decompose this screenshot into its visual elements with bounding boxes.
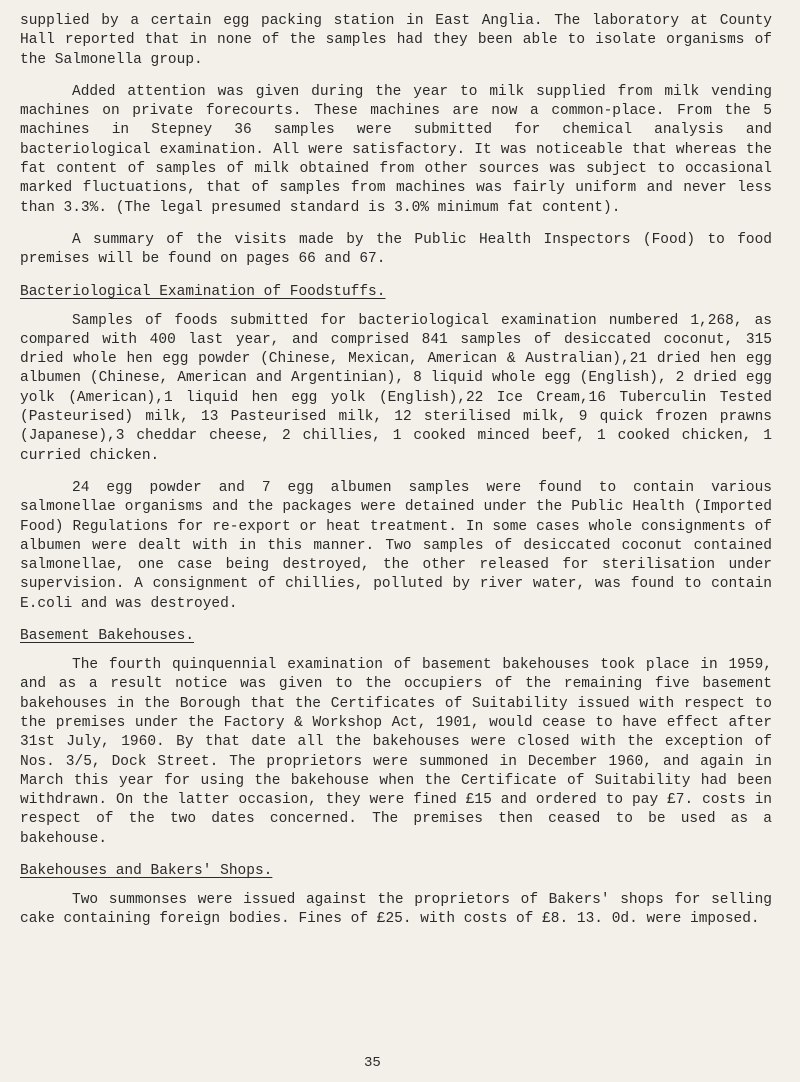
heading-basement-bakehouses: Basement Bakehouses. <box>20 628 195 645</box>
paragraph-inspector-visits: A summary of the visits made by the Public Health Inspectors (Food) to food premises will be found on pages 66 and 67. <box>20 231 772 268</box>
paragraph-summonses: Two summonses were issued against the proprietors of Bakers' shops for selling cake containing foreign bodies. Fines of £25. with costs of £8. 13. 0d. were imposed. <box>20 891 772 928</box>
page-number: 35 <box>364 1055 381 1071</box>
paragraph-milk-vending: Added attention was given during the year to milk supplied from milk vending machines on private forecourts. These machines are now a common-place. From the 5 machines in Stepney 36 samples were submitted for chemical analysis and bacteriological examination. All were satisfactory. It was noticeable that whereas the fat content of samples of milk obtained from other sources was subject to occasional marked fluctuations, that of samples from machines was fairly uniform and never less than 3.3%. (The legal presumed standard is 3.0% minimum fat content). <box>20 83 772 216</box>
heading-bacteriological-examination: Bacteriological Examination of Foodstuffs. <box>20 283 386 300</box>
paragraph-salmonellae-findings: 24 egg powder and 7 egg albumen samples were found to contain various salmonellae organisms and the packages were detained under the Public Health (Imported Food) Regulations for re-export or heat treatment. In some cases whole consignments of albumen were dealt with in this manner. Two samples of desiccated coconut contained salmonellae, one case being destroyed, the other released for sterilisation under supervision. A consignment of chillies, polluted by river water, was found to contain E.coli and was destroyed. <box>20 479 772 612</box>
paragraph-bakehouse-examination: The fourth quinquennial examination of basement bakehouses took place in 1959, and as a result notice was given to the occupiers of the remaining five basement bakehouses in the Borough that the Certificates of Suitability issued with respect to the premises under the Factory & Workshop Act, 1901, would cease to have effect after 31st July, 1960. By that date all the bakehouses were closed with the exception of Nos. 3/5, Dock Street. The proprietors were summoned in December 1960, and again in March this year for using the bakehouse when the Certificate of Suitability had been withdrawn. On the latter occasion, they were fined £15 and ordered to pay £7. costs in respect of the two dates concerned. The premises then ceased to be used as a bakehouse. <box>20 657 772 847</box>
paragraph-egg-packing: supplied by a certain egg packing station in East Anglia. The laboratory at County Hall reported that in none of the samples had they been able to isolate organisms of the Salmonella group. <box>20 13 772 68</box>
document-page <box>20 12 772 930</box>
heading-bakers-shops: Bakehouses and Bakers' Shops. <box>20 862 273 879</box>
paragraph-food-samples: Samples of foods submitted for bacteriological examination numbered 1,268, as compared with 400 last year, and comprised 841 samples of desiccated coconut, 315 dried whole hen egg powder (Chinese, Mexican, American & Australian),21 dried hen egg albumen (Chinese, American and Argentinian), 8 liquid whole egg (English), 2 dried egg yolk (American),1 liquid hen egg yolk (English),22 Ice Cream,16 Tuberculin Tested (Pasteurised) milk, 13 Pasteurised milk, 12 sterilised milk, 9 quick frozen prawns (Japanese),3 cheddar cheese, 2 chillies, 1 cooked minced beef, 1 cooked chicken, 1 curried chicken. <box>20 312 772 464</box>
